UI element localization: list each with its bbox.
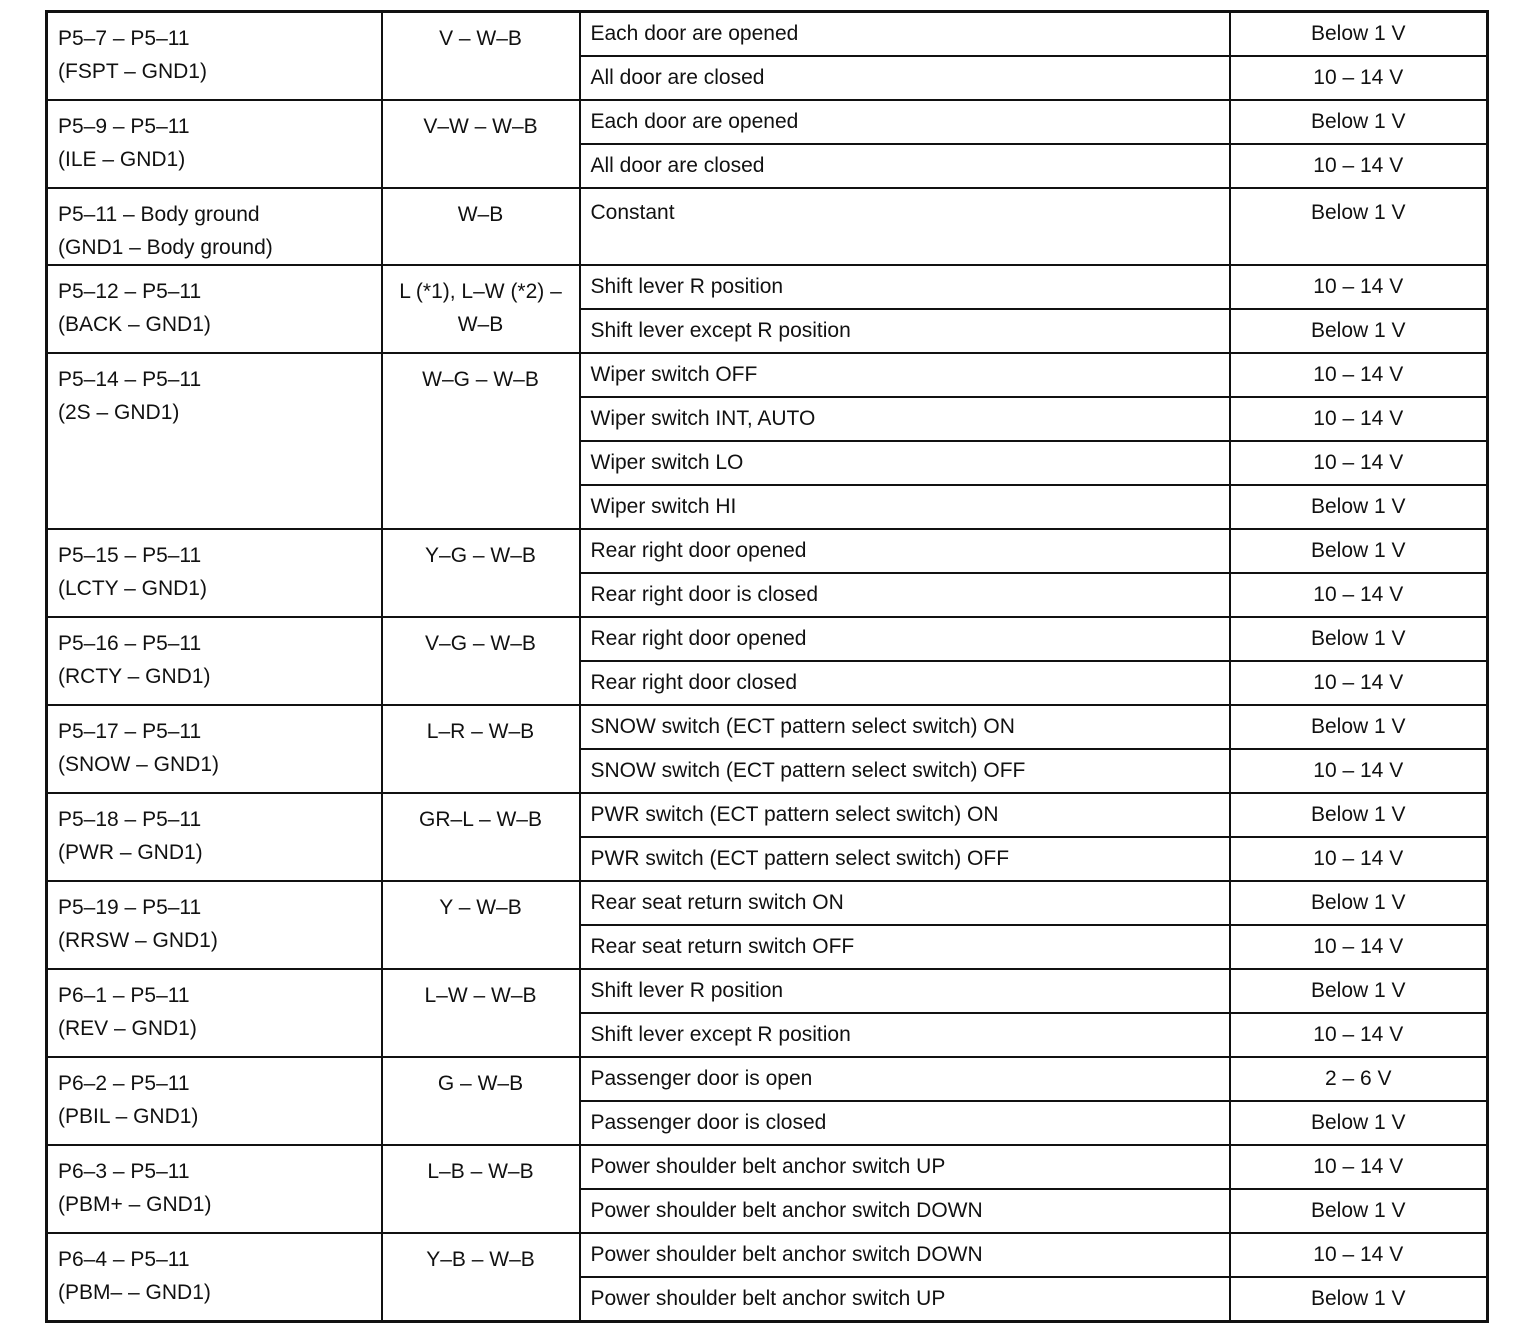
condition-cell: All door are closed bbox=[580, 56, 1230, 100]
terminal-cell bbox=[47, 1057, 382, 1145]
terminal-line: P6–1 – P5–11 bbox=[58, 984, 190, 1007]
specified-value-cell: Below 1 V bbox=[1230, 529, 1488, 573]
terminal-line: P5–14 – P5–11 bbox=[58, 368, 202, 391]
terminal-cell bbox=[47, 265, 382, 353]
terminal-line: (REV – GND1) bbox=[58, 1017, 197, 1040]
wire-color-line: L–B – W–B bbox=[427, 1160, 534, 1183]
specified-value-cell: 10 – 14 V bbox=[1230, 441, 1488, 485]
terminal-line: P5–15 – P5–11 bbox=[58, 544, 202, 567]
terminal-line: (RRSW – GND1) bbox=[58, 929, 218, 952]
wire-color-line: V – W–B bbox=[439, 27, 522, 50]
wire-color-cell bbox=[382, 1145, 580, 1233]
wire-color-line: L (*1), L–W (*2) – bbox=[399, 280, 562, 303]
terminal-line: (ILE – GND1) bbox=[58, 148, 186, 171]
wire-color-line: Y–G – W–B bbox=[425, 544, 536, 567]
condition-cell: All door are closed bbox=[580, 144, 1230, 188]
condition-cell: Shift lever except R position bbox=[580, 309, 1230, 353]
specified-value-cell: 10 – 14 V bbox=[1230, 749, 1488, 793]
specified-value-cell: 10 – 14 V bbox=[1230, 397, 1488, 441]
table-body bbox=[47, 12, 1488, 1322]
specified-value-cell: 10 – 14 V bbox=[1230, 1233, 1488, 1277]
terminal-line: P6–2 – P5–11 bbox=[58, 1072, 190, 1095]
table-row bbox=[47, 188, 1488, 265]
terminal-cell bbox=[47, 100, 382, 188]
specified-value-cell: 10 – 14 V bbox=[1230, 837, 1488, 881]
wire-color-line: W–B bbox=[457, 203, 504, 226]
condition-cell: Wiper switch LO bbox=[580, 441, 1230, 485]
condition-cell: Passenger door is closed bbox=[580, 1101, 1230, 1145]
table-row bbox=[47, 881, 1488, 925]
terminal-line: (PWR – GND1) bbox=[58, 841, 203, 864]
condition-cell: Rear seat return switch OFF bbox=[580, 925, 1230, 969]
wire-color-cell bbox=[382, 793, 580, 881]
specified-value-cell: Below 1 V bbox=[1230, 793, 1488, 837]
condition-cell: Wiper switch HI bbox=[580, 485, 1230, 529]
specified-value-cell: Below 1 V bbox=[1230, 188, 1488, 265]
terminal-line: (LCTY – GND1) bbox=[58, 577, 207, 600]
condition-cell: SNOW switch (ECT pattern select switch) OFF bbox=[580, 749, 1230, 793]
specified-value-cell: 10 – 14 V bbox=[1230, 573, 1488, 617]
terminal-cell bbox=[47, 353, 382, 529]
condition-cell: Shift lever R position bbox=[580, 265, 1230, 309]
specified-value-cell: 10 – 14 V bbox=[1230, 56, 1488, 100]
terminal-line: P5–9 – P5–11 bbox=[58, 115, 190, 138]
condition-cell: Each door are opened bbox=[580, 100, 1230, 144]
condition-cell: PWR switch (ECT pattern select switch) ON bbox=[580, 793, 1230, 837]
table-row bbox=[47, 1145, 1488, 1189]
specified-value-cell: Below 1 V bbox=[1230, 881, 1488, 925]
wire-color-line: Y – W–B bbox=[439, 896, 522, 919]
condition-cell: PWR switch (ECT pattern select switch) OFF bbox=[580, 837, 1230, 881]
specified-value-cell: Below 1 V bbox=[1230, 309, 1488, 353]
terminal-cell bbox=[47, 705, 382, 793]
wire-color-line: W–G – W–B bbox=[422, 368, 539, 391]
wire-color-cell bbox=[382, 12, 580, 101]
terminal-inspection-table bbox=[45, 10, 1489, 1323]
wire-color-line: V–W – W–B bbox=[423, 115, 538, 138]
terminal-line: (PBM– – GND1) bbox=[58, 1281, 211, 1304]
condition-cell: Power shoulder belt anchor switch DOWN bbox=[580, 1189, 1230, 1233]
condition-cell: Passenger door is open bbox=[580, 1057, 1230, 1101]
specified-value-cell: 10 – 14 V bbox=[1230, 1145, 1488, 1189]
wire-color-cell bbox=[382, 1233, 580, 1322]
table-row bbox=[47, 705, 1488, 749]
specified-value-cell: Below 1 V bbox=[1230, 1101, 1488, 1145]
terminal-line: P5–7 – P5–11 bbox=[58, 27, 190, 50]
condition-cell: Power shoulder belt anchor switch DOWN bbox=[580, 1233, 1230, 1277]
wire-color-line: L–W – W–B bbox=[424, 984, 537, 1007]
wire-color-cell bbox=[382, 100, 580, 188]
terminal-cell bbox=[47, 617, 382, 705]
wire-color-cell bbox=[382, 188, 580, 265]
terminal-line: P5–12 – P5–11 bbox=[58, 280, 202, 303]
terminal-line: P5–16 – P5–11 bbox=[58, 632, 202, 655]
wire-color-line: W–B bbox=[457, 313, 504, 336]
condition-cell: Rear seat return switch ON bbox=[580, 881, 1230, 925]
specified-value-cell: 10 – 14 V bbox=[1230, 353, 1488, 397]
table-row bbox=[47, 617, 1488, 661]
terminal-line: (RCTY – GND1) bbox=[58, 665, 211, 688]
condition-cell: Shift lever R position bbox=[580, 969, 1230, 1013]
wire-color-cell bbox=[382, 969, 580, 1057]
terminal-cell bbox=[47, 1233, 382, 1322]
condition-cell: Each door are opened bbox=[580, 12, 1230, 57]
wire-color-cell bbox=[382, 353, 580, 529]
condition-cell: Rear right door opened bbox=[580, 617, 1230, 661]
table-row bbox=[47, 1233, 1488, 1277]
terminal-line: (SNOW – GND1) bbox=[58, 753, 220, 776]
specified-value-cell: 10 – 14 V bbox=[1230, 925, 1488, 969]
condition-cell: Rear right door closed bbox=[580, 661, 1230, 705]
table-row bbox=[47, 1057, 1488, 1101]
terminal-cell bbox=[47, 188, 382, 265]
terminal-line: P6–3 – P5–11 bbox=[58, 1160, 190, 1183]
terminal-line: (PBIL – GND1) bbox=[58, 1105, 199, 1128]
wire-color-cell bbox=[382, 1057, 580, 1145]
specified-value-cell: 2 – 6 V bbox=[1230, 1057, 1488, 1101]
specified-value-cell: 10 – 14 V bbox=[1230, 661, 1488, 705]
terminal-cell bbox=[47, 881, 382, 969]
condition-cell: Rear right door is closed bbox=[580, 573, 1230, 617]
table-row bbox=[47, 969, 1488, 1013]
wire-color-cell bbox=[382, 617, 580, 705]
table-row bbox=[47, 529, 1488, 573]
condition-cell: Power shoulder belt anchor switch UP bbox=[580, 1277, 1230, 1322]
wire-color-line: V–G – W–B bbox=[425, 632, 536, 655]
specified-value-cell: 10 – 14 V bbox=[1230, 265, 1488, 309]
terminal-line: (BACK – GND1) bbox=[58, 313, 211, 336]
wire-color-cell bbox=[382, 529, 580, 617]
condition-cell: Wiper switch OFF bbox=[580, 353, 1230, 397]
specified-value-cell: Below 1 V bbox=[1230, 485, 1488, 529]
terminal-line: (2S – GND1) bbox=[58, 401, 180, 424]
terminal-line: P6–4 – P5–11 bbox=[58, 1248, 190, 1271]
specified-value-cell: Below 1 V bbox=[1230, 12, 1488, 57]
condition-cell: Wiper switch INT, AUTO bbox=[580, 397, 1230, 441]
wire-color-cell bbox=[382, 881, 580, 969]
specified-value-cell: 10 – 14 V bbox=[1230, 144, 1488, 188]
terminal-line: P5–11 – Body ground bbox=[58, 203, 260, 226]
terminal-cell bbox=[47, 1145, 382, 1233]
specified-value-cell: Below 1 V bbox=[1230, 617, 1488, 661]
specified-value-cell: Below 1 V bbox=[1230, 969, 1488, 1013]
specified-value-cell: Below 1 V bbox=[1230, 100, 1488, 144]
specified-value-cell: Below 1 V bbox=[1230, 1277, 1488, 1322]
specified-value-cell: 10 – 14 V bbox=[1230, 1013, 1488, 1057]
specified-value-cell: Below 1 V bbox=[1230, 705, 1488, 749]
wire-color-line: Y–B – W–B bbox=[426, 1248, 535, 1271]
table-row bbox=[47, 265, 1488, 309]
specified-value-cell: Below 1 V bbox=[1230, 1189, 1488, 1233]
condition-cell: Rear right door opened bbox=[580, 529, 1230, 573]
terminal-cell bbox=[47, 12, 382, 101]
terminal-line: (GND1 – Body ground) bbox=[58, 236, 273, 259]
wire-color-cell bbox=[382, 265, 580, 353]
terminal-line: P5–19 – P5–11 bbox=[58, 896, 202, 919]
wire-color-line: GR–L – W–B bbox=[419, 808, 542, 831]
terminal-line: P5–18 – P5–11 bbox=[58, 808, 202, 831]
terminal-cell bbox=[47, 529, 382, 617]
condition-cell: Constant bbox=[580, 188, 1230, 265]
terminal-line: P5–17 – P5–11 bbox=[58, 720, 202, 743]
terminal-cell bbox=[47, 969, 382, 1057]
terminal-line: (FSPT – GND1) bbox=[58, 60, 207, 83]
wire-color-cell bbox=[382, 705, 580, 793]
condition-cell: Shift lever except R position bbox=[580, 1013, 1230, 1057]
wire-color-line: L–R – W–B bbox=[426, 720, 535, 743]
condition-cell: SNOW switch (ECT pattern select switch) ON bbox=[580, 705, 1230, 749]
table-row bbox=[47, 353, 1488, 397]
terminal-cell bbox=[47, 793, 382, 881]
wire-color-line: G – W–B bbox=[437, 1072, 524, 1095]
table-row bbox=[47, 100, 1488, 144]
condition-cell: Power shoulder belt anchor switch UP bbox=[580, 1145, 1230, 1189]
table-row bbox=[47, 12, 1488, 57]
table-row bbox=[47, 793, 1488, 837]
terminal-line: (PBM+ – GND1) bbox=[58, 1193, 212, 1216]
